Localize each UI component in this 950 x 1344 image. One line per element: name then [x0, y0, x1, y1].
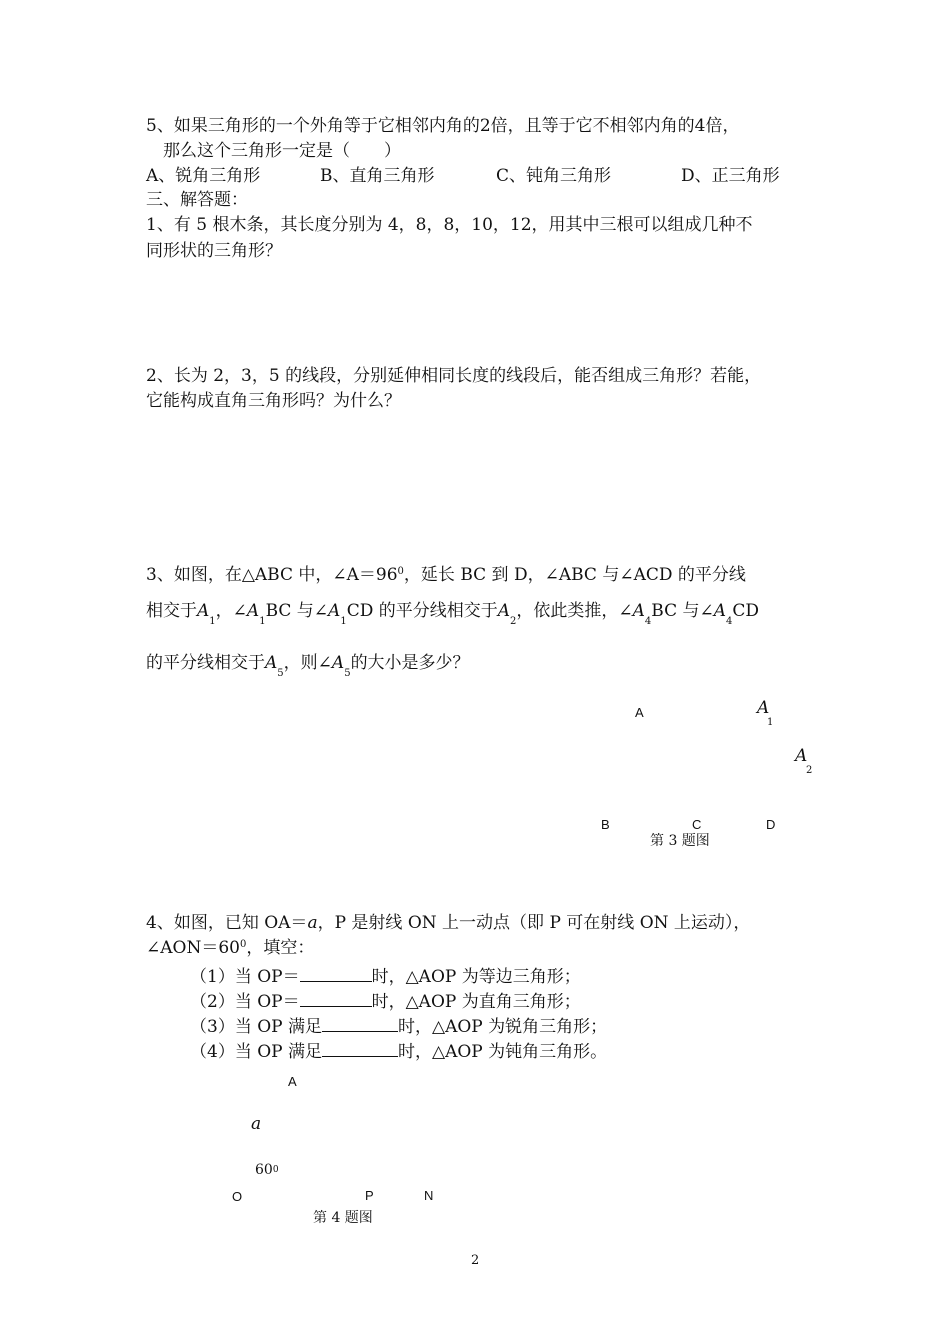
var-a4: A: [632, 601, 645, 621]
p4-item-prefix: （3）当 OP 满足: [190, 1017, 322, 1037]
p3-l3-t3: 的大小是多少？: [350, 653, 470, 673]
sub-1c: 1: [340, 616, 347, 627]
p4-item-suffix: 时，△AOP 为等边三角形；: [371, 967, 581, 987]
p4-item-prefix: （2）当 OP＝: [190, 992, 300, 1012]
p3-l2-t1: 相交于: [146, 601, 197, 621]
fig3-label-a: A: [635, 705, 644, 720]
fig3-caption: 第 3 题图: [650, 833, 710, 849]
p3-line1-b: ，延长 BC 到 D，∠ABC 与∠ACD 的平分线: [403, 565, 746, 585]
fig3-label-a2-sub: 2: [806, 765, 813, 776]
p2-line1: 2、长为 2，3，5 的线段，分别延伸相同长度的线段后，能否组成三角形？若能，: [146, 366, 762, 386]
p3-l3-t2: ，则∠: [283, 653, 332, 673]
p4-item-1: [190, 966, 581, 986]
answer-blank: [322, 1016, 398, 1032]
q5-option-b: B、直角三角形: [320, 166, 435, 186]
p4-item-prefix: （1）当 OP＝: [190, 967, 300, 987]
var-a5b: A: [331, 653, 345, 673]
q5-option-a: A、锐角三角形: [146, 166, 261, 186]
fig3-label-a1-sub: 1: [767, 717, 774, 728]
fig4-label-a: A: [288, 1074, 297, 1089]
p3-l2-t4: CD 的平分线相交于: [346, 601, 498, 621]
p3-l2-t5: ，依此类推，∠: [516, 601, 633, 621]
p3-line2: [146, 601, 760, 627]
p4-item-prefix: （4）当 OP 满足: [190, 1042, 322, 1062]
sub-4b: 4: [726, 616, 733, 627]
fig4-label-p: P: [365, 1188, 374, 1203]
p4-item-suffix: 时，△AOP 为钝角三角形。: [398, 1042, 608, 1062]
var-a2: A: [497, 601, 511, 621]
p4-line1-a: 4、如图，已知 OA＝: [146, 913, 308, 933]
p4-item-suffix: 时，△AOP 为直角三角形；: [371, 992, 581, 1012]
var-a: a: [307, 913, 318, 933]
p1-line1: 1、有 5 根木条，其长度分别为 4，8，8，10，12，用其中三根可以组成几种不: [146, 215, 753, 235]
p4-line1-b: ，P 是射线 ON 上一动点（即 P 可在射线 ON 上运动），: [317, 913, 751, 933]
fig4-label-o: O: [232, 1189, 243, 1204]
sub-1: 1: [209, 616, 216, 627]
var-a1: A: [197, 601, 210, 621]
q5-line2: 那么这个三角形一定是（ ）: [163, 141, 401, 161]
fig4-caption: 第 4 题图: [313, 1210, 373, 1226]
page-number: 2: [471, 1253, 480, 1268]
fig3-label-a1: A: [757, 698, 770, 718]
fig3-label-d: D: [766, 817, 776, 832]
fig3-label-a2: A: [795, 746, 808, 766]
sub-2: 2: [510, 616, 517, 627]
p4-item-suffix: 时，△AOP 为锐角三角形；: [398, 1017, 608, 1037]
p3-l2-t7: CD: [732, 601, 760, 621]
p4-item-3: [190, 1016, 607, 1036]
q5-line1: 5、如果三角形的一个外角等于它相邻内角的2倍，且等于它不相邻内角的4倍，: [146, 116, 740, 136]
degree-mark: 0: [397, 566, 404, 577]
p3-line1: [146, 567, 746, 584]
degree-mark: 0: [272, 1165, 279, 1175]
fig4-label-n: N: [424, 1188, 434, 1203]
q5-option-c: C、钝角三角形: [496, 166, 612, 186]
p3-l2-t6: BC 与∠: [651, 601, 714, 621]
var-a1b: A: [246, 601, 260, 621]
p4-line2-b: ，填空：: [246, 938, 315, 958]
fig4-label-a-length: a: [251, 1114, 262, 1134]
fig3-label-b: B: [601, 817, 610, 832]
p4-item-2: [190, 991, 581, 1011]
p4-line2-a: ∠AON＝60: [146, 938, 240, 958]
var-a4b: A: [713, 601, 727, 621]
p3-l3-t1: 的平分线相交于: [146, 653, 265, 673]
p4-line1: [146, 915, 750, 932]
fig4-angle-label: [255, 1163, 279, 1177]
p3-line3: [146, 653, 470, 679]
answer-blank: [300, 966, 372, 982]
sub-5b: 5: [344, 668, 351, 679]
degree-mark: 0: [239, 939, 247, 950]
var-a1c: A: [328, 601, 341, 621]
sub-4: 4: [644, 616, 652, 627]
sub-5: 5: [277, 668, 284, 679]
p3-l2-t2: ，∠: [215, 601, 247, 621]
fig4-angle-value: 60: [255, 1162, 273, 1178]
p3-line1-a: 3、如图，在△ABC 中，∠A＝96: [146, 565, 398, 585]
p2-line2: 它能构成直角三角形吗？为什么？: [146, 391, 401, 411]
p1-line2: 同形状的三角形？: [146, 241, 282, 261]
p4-line2: [146, 940, 314, 957]
sub-1b: 1: [259, 616, 266, 627]
fig3-label-c: C: [692, 817, 702, 832]
p4-item-4: [190, 1041, 607, 1061]
answer-blank: [322, 1041, 398, 1057]
section-heading: 三、解答题：: [146, 190, 248, 210]
var-a5: A: [265, 653, 278, 673]
answer-blank: [300, 991, 372, 1007]
q5-option-d: D、正三角形: [681, 166, 780, 186]
p3-l2-t3: BC 与∠: [265, 601, 329, 621]
